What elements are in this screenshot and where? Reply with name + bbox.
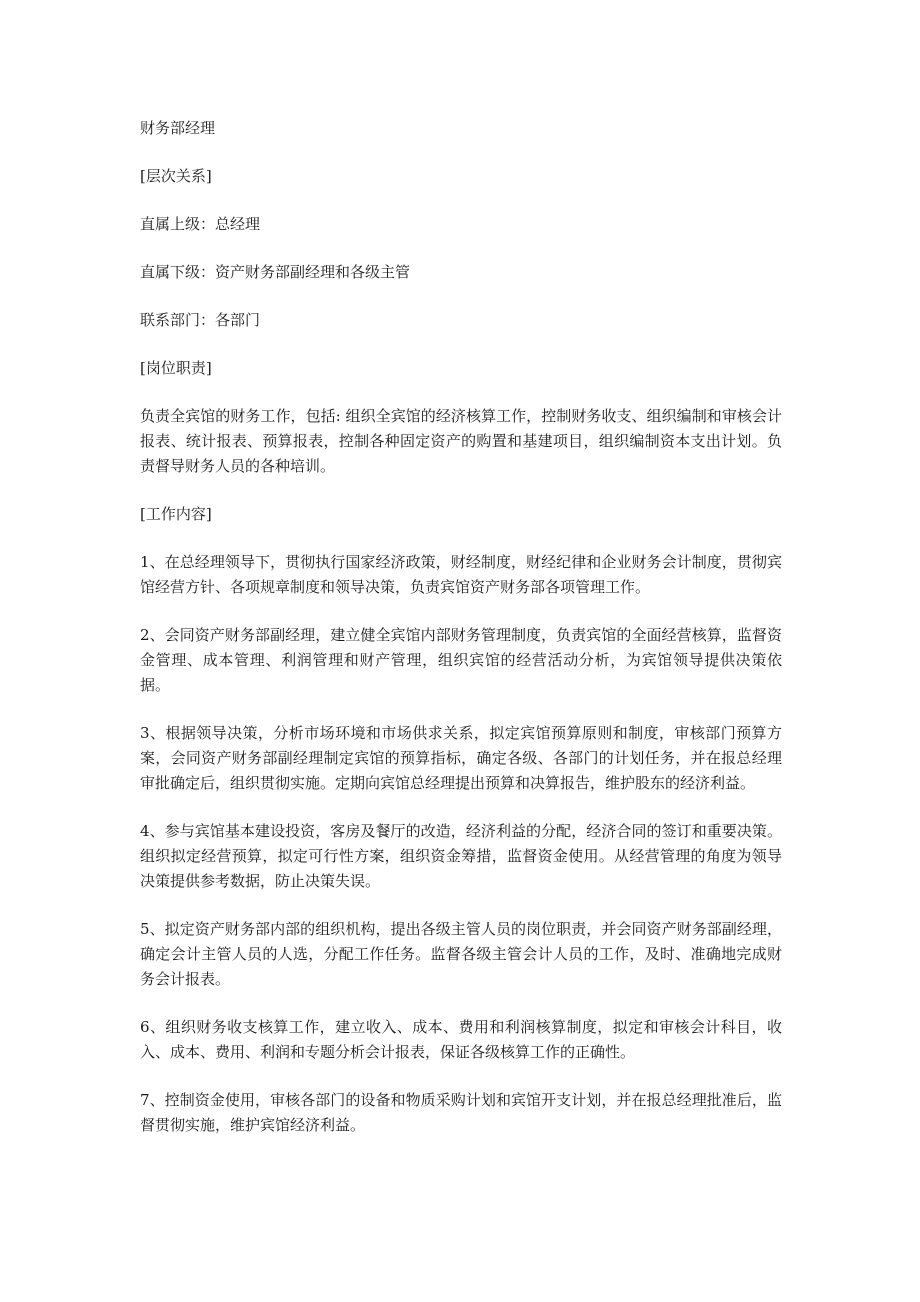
document-title: 财务部经理: [140, 119, 216, 137]
duties-paragraph: 负责全宾馆的财务工作，包括: 组织全宾馆的经济核算工作，控制财务收支、组织编制和审核会计报表、统计报表、预算报表，控制各种固定资产的购置和基建项目，组织编制资本支出计划。负责督导财务人员的各种培训。: [140, 407, 782, 475]
work-item-3: 3、根据领导决策，分析市场环境和市场供求关系，拟定宾馆预算原则和制度，审核部门预算方案，会同资产财务部副经理制定宾馆的预算指标，确定各级、各部门的计划任务，并在报总经理审批确定后，组织贯彻实施。定期向宾馆总经理提出预算和决算报告，维护股东的经济利益。: [140, 724, 782, 792]
work-item-4: 4、参与宾馆基本建设投资，客房及餐厅的改造，经济利益的分配，经济合同的签订和重要决策。组织拟定经营预算，拟定可行性方案，组织资金筹措，监督资金使用。从经营管理的角度为领导决策提供参考数据，防止决策失误。: [140, 822, 782, 890]
work-item-6: 6、组织财务收支核算工作，建立收入、成本、费用和利润核算制度，拟定和审核会计科目，收入、成本、费用、利润和专题分析会计报表，保证各级核算工作的正确性。: [140, 1018, 782, 1061]
document-body: [140, 116, 782, 1161]
subordinates-line: 直属下级：资产财务部副经理和各级主管: [140, 263, 411, 281]
work-item-2: 2、会同资产财务部副经理，建立健全宾馆内部财务管理制度，负责宾馆的全面经营核算，监督资金管理、成本管理、利润管理和财产管理，组织宾馆的经营活动分析，为宾馆领导提供决策依据。: [140, 626, 782, 694]
liaison-line: 联系部门：各部门: [140, 311, 261, 329]
work-item-7: 7、控制资金使用，审核各部门的设备和物质采购计划和宾馆开支计划，并在报总经理批准后，监督贯彻实施，维护宾馆经济利益。: [140, 1091, 782, 1134]
work-item-1: 1、在总经理领导下，贯彻执行国家经济政策，财经制度，财经纪律和企业财务会计制度，贯彻宾馆经营方针、各项规章制度和领导决策，负责宾馆资产财务部各项管理工作。: [140, 553, 782, 596]
superior-line: 直属上级：总经理: [140, 215, 261, 233]
section-heading-hierarchy: [层次关系]: [140, 167, 212, 185]
section-heading-duties: [岗位职责]: [140, 359, 212, 377]
section-heading-work: [工作内容]: [140, 505, 212, 523]
work-item-5: 5、拟定资产财务部内部的组织机构，提出各级主管人员的岗位职责，并会同资产财务部副经理，确定会计主管人员的人选，分配工作任务。监督各级主管会计人员的工作，及时、准确地完成财务会计报表。: [140, 920, 782, 988]
